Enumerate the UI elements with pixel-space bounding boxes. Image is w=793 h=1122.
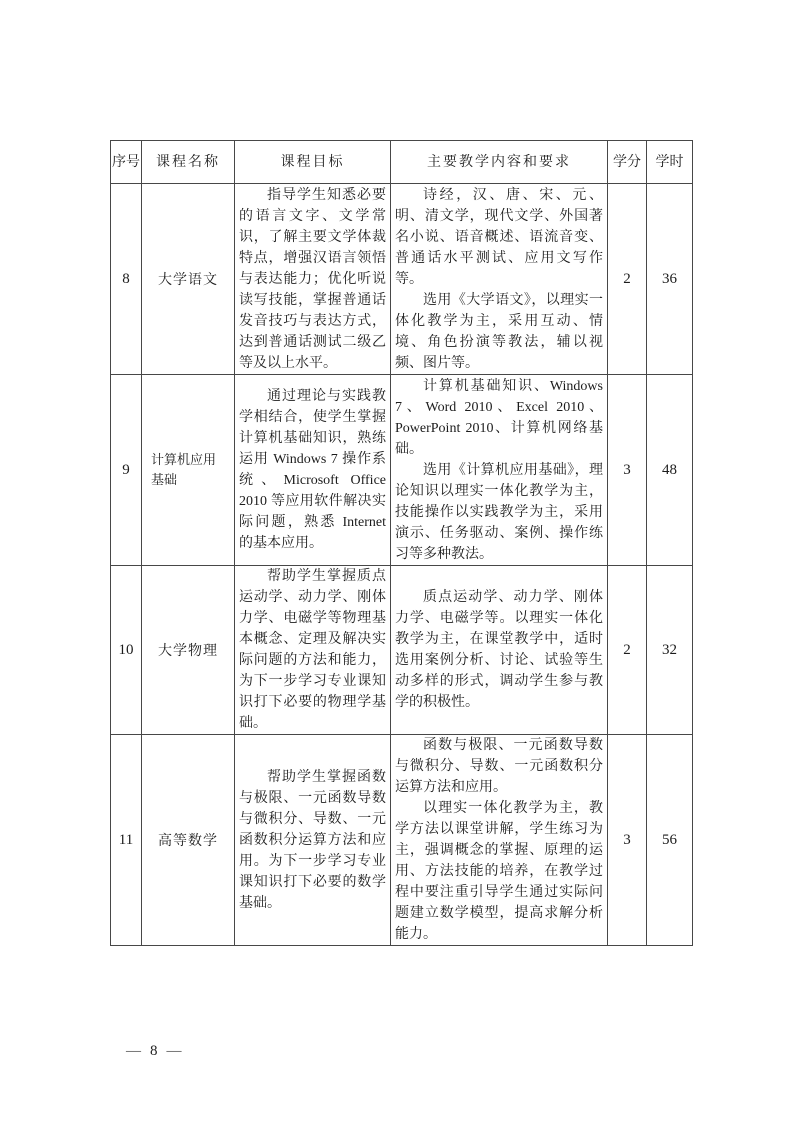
content-paragraph: 以理实一体化教学为主，教学方法以课堂讲解，学生练习为主，强调概念的掌握、原理的运用、方法技能的培养，在教学过程中要注重引导学生通过实际问题建立数学模型，提高求解分析能力。 <box>395 801 603 942</box>
course-objective-cell <box>235 566 391 735</box>
course-name-cell: 高等数学 <box>142 735 235 946</box>
objective-paragraph: 指导学生知悉必要的语言文字、文学常识，了解主要文学体裁特点，增强汉语言领悟与表达能力；优化听说读写技能，掌握普通话发音技巧与表达方式，达到普通话测试二级乙等及以上水平。 <box>239 187 386 371</box>
hours-cell: 56 <box>647 735 693 946</box>
teaching-content-cell <box>391 184 608 375</box>
header-teaching-content: 主要教学内容和要求 <box>391 141 608 184</box>
row-index-cell: 10 <box>111 566 142 735</box>
table-header-row <box>111 141 693 184</box>
content-paragraph: 选用《计算机应用基础》，理论知识以理实一体化教学为主，技能操作以实践教学为主，采用演示、任务驱动、案例、操作练习等多种教法。 <box>395 462 603 562</box>
course-objective-cell <box>235 184 391 375</box>
course-name-cell: 计算机应用基础 <box>142 375 235 566</box>
teaching-content-cell <box>391 375 608 566</box>
table-row <box>111 735 693 946</box>
footer-page-number: 8 <box>150 1043 158 1059</box>
content-paragraph: 选用《大学语文》，以理实一体化教学为主，采用互动、情境、角色扮演等教法，辅以视频、图片等。 <box>395 292 603 371</box>
credits-cell: 3 <box>608 375 647 566</box>
footer-right-dash: — <box>166 1043 182 1059</box>
credits-cell: 3 <box>608 735 647 946</box>
content-paragraph: 质点运动学、动力学、刚体力学、电磁学等。以理实一体化教学为主，在课堂教学中，适时选用案例分析、讨论、试验等生动多样的形式，调动学生参与教学的积极性。 <box>395 590 603 710</box>
row-index-cell: 9 <box>111 375 142 566</box>
page-number-footer <box>126 1043 182 1060</box>
course-objective-cell <box>235 375 391 566</box>
teaching-content-cell <box>391 735 608 946</box>
course-name-cell: 大学物理 <box>142 566 235 735</box>
header-hours: 学时 <box>647 141 693 184</box>
hours-cell: 32 <box>647 566 693 735</box>
footer-left-dash: — <box>126 1043 141 1059</box>
content-paragraph: 诗经，汉、唐、宋、元、明、清文学，现代文学、外国著名小说、语音概述、语流音变、普通话水平测试、应用文写作等。 <box>395 187 603 287</box>
hours-cell: 48 <box>647 375 693 566</box>
header-index: 序号 <box>111 141 142 184</box>
course-table <box>110 140 693 946</box>
objective-paragraph: 通过理论与实践教学相结合，使学生掌握计算机基础知识，熟练运用 Windows 7 操作系统、Microsoft Office 2010 等应用软件解决实际问题，熟悉 Internet 的基本应用。 <box>239 389 386 551</box>
credits-cell: 2 <box>608 184 647 375</box>
row-index-cell: 11 <box>111 735 142 946</box>
hours-cell: 36 <box>647 184 693 375</box>
teaching-content-cell <box>391 566 608 735</box>
course-objective-cell <box>235 735 391 946</box>
objective-paragraph: 帮助学生掌握质点运动学、动力学、刚体力学、电磁学等物理基本概念、定理及解决实际问题的方法和能力，为下一步学习专业课知识打下必要的物理学基础。 <box>239 569 386 731</box>
header-course-objective: 课程目标 <box>235 141 391 184</box>
objective-paragraph: 帮助学生掌握函数与极限、一元函数导数与微积分、导数、一元函数积分运算方法和应用。为下一步学习专业课知识打下必要的数学基础。 <box>239 769 386 911</box>
content-paragraph: 函数与极限、一元函数导数与微积分、导数、一元函数积分运算方法和应用。 <box>395 738 603 795</box>
header-credits: 学分 <box>608 141 647 184</box>
table-row <box>111 566 693 735</box>
table-row <box>111 375 693 566</box>
header-course-name: 课程名称 <box>142 141 235 184</box>
row-index-cell: 8 <box>111 184 142 375</box>
course-name-cell: 大学语文 <box>142 184 235 375</box>
table-row <box>111 184 693 375</box>
credits-cell: 2 <box>608 566 647 735</box>
content-paragraph: 计算机基础知识、Windows 7、Word 2010、Excel 2010、PowerPoint 2010、计算机网络基础。 <box>395 378 603 457</box>
